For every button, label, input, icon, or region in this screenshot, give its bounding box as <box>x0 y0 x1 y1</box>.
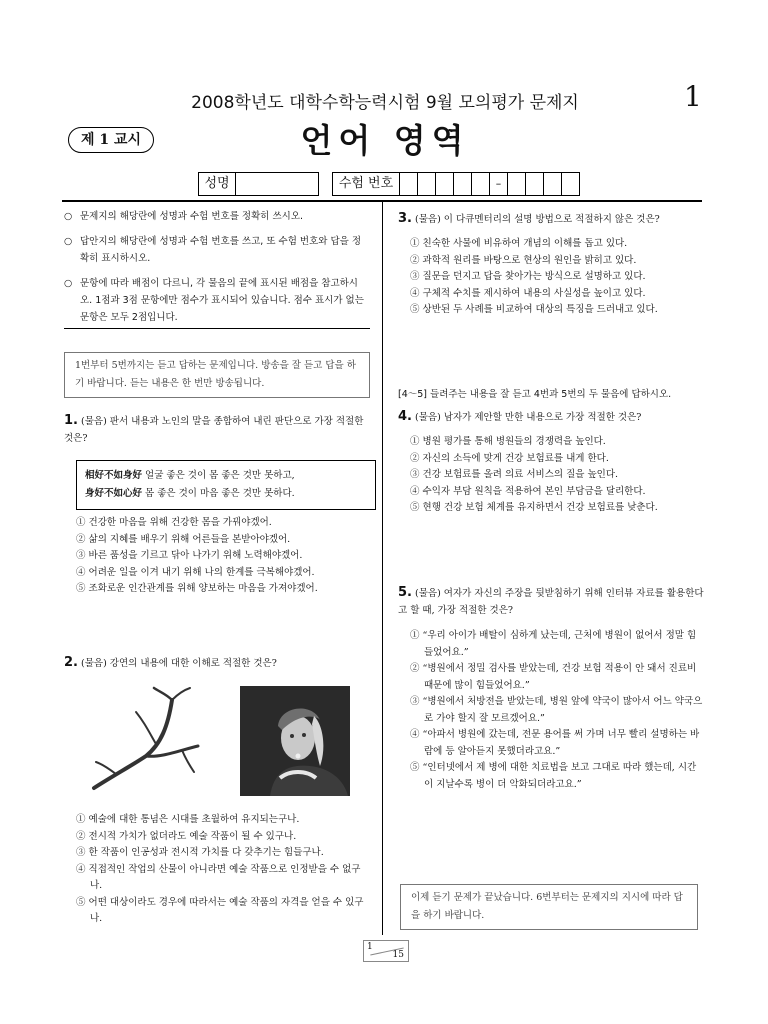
question-number: 3. <box>398 211 412 226</box>
portrait-image <box>240 686 350 796</box>
option-2[interactable]: ② 자신의 소득에 맞게 건강 보험료를 내게 한다. <box>410 452 609 464</box>
id-cell[interactable] <box>472 173 490 195</box>
id-field[interactable] <box>332 172 580 196</box>
option-4[interactable]: ④ 수익자 부담 원칙을 적용하여 본인 부담금을 달리한다. <box>410 485 646 497</box>
notice-list <box>64 208 370 334</box>
id-cell[interactable] <box>526 173 544 195</box>
notice-divider <box>64 328 370 329</box>
id-cell[interactable] <box>508 173 526 195</box>
question-number: 5. <box>398 585 412 600</box>
option-1[interactable]: ① 건강한 마음을 위해 건강한 몸을 가꿔야겠어. <box>76 517 272 528</box>
listening-intro-box: 1번부터 5번까지는 듣고 답하는 문제입니다. 방송을 잘 듣고 답을 하기 바랍니다. 듣는 내용은 한 번만 방송됩니다. <box>64 352 370 398</box>
question-text: (물음) 판서 내용과 노인의 말을 종합하여 내린 판단으로 가장 적절한 것은? <box>64 416 364 444</box>
option-3[interactable]: ③ 질문을 던지고 답을 찾아가는 방식으로 설명하고 있다. <box>410 271 646 282</box>
current-page: 1 <box>367 942 373 952</box>
question-text: (물음) 강연의 내용에 대한 이해로 적절한 것은? <box>81 658 277 669</box>
id-cell[interactable] <box>562 173 579 195</box>
option-1[interactable]: ① 병원 평가를 통해 병원들의 경쟁력을 높인다. <box>410 436 606 447</box>
session-label: 제 1 교시 <box>68 127 154 153</box>
page-number: 1 <box>684 80 702 113</box>
question-text: (물음) 이 다큐멘터리의 설명 방법으로 적절하지 않은 것은? <box>415 214 660 225</box>
option-2[interactable]: ② “병원에서 정밀 검사를 받았는데, 건강 보험 적용이 안 돼서 진료비 때문에 많이 힘들었어요.” <box>410 663 697 691</box>
question-number: 2. <box>64 655 78 670</box>
option-2[interactable]: ② 삶의 지혜를 배우기 위해 어른들을 본받아야겠어. <box>76 533 291 545</box>
q5-options <box>410 628 704 793</box>
question-text: (물음) 여자가 자신의 주장을 뒷받침하기 위해 인터뷰 자료를 활용한다고 할 때, 가장 적절한 것은? <box>398 588 704 616</box>
question-text: (물음) 남자가 제안할 만한 내용으로 가장 적절한 것은? <box>415 412 642 423</box>
name-field[interactable] <box>198 172 319 196</box>
question-number: 1. <box>64 413 78 428</box>
q45-intro: [4～5] 들려주는 내용을 잘 듣고 4번과 5번의 두 물음에 답하시오. <box>398 389 672 400</box>
option-5[interactable]: ⑤ 상반된 두 사례를 비교하여 대상의 특징을 드러내고 있다. <box>410 304 658 315</box>
option-5[interactable]: ⑤ 현행 건강 보험 체계를 유지하면서 건강 보험료를 낮춘다. <box>410 502 658 513</box>
option-2[interactable]: ② 전시적 가치가 없더라도 예술 작품이 될 수 있구나. <box>76 830 297 842</box>
option-1[interactable]: ① “우리 아이가 배탈이 심하게 났는데, 근처에 병원이 없어서 정말 힘들었어요.” <box>410 630 697 658</box>
column-divider <box>382 200 383 935</box>
question-5 <box>398 584 704 619</box>
name-label: 성명 <box>199 173 236 195</box>
question-2 <box>64 654 372 672</box>
id-cell[interactable] <box>544 173 562 195</box>
option-4[interactable]: ④ 구체적 수치를 제시하여 내용의 사실성을 높이고 있다. <box>410 287 646 299</box>
subject-title: 언어 영역 <box>300 121 470 160</box>
id-cell[interactable] <box>454 173 472 195</box>
question-number: 4. <box>398 409 412 424</box>
branch-image <box>86 686 206 796</box>
option-4[interactable]: ④ 어려운 일을 이겨 내기 위해 나의 한계를 극복해야겠어. <box>76 566 315 578</box>
id-cell[interactable] <box>400 173 418 195</box>
notice-item: ○ 문제지의 해당란에 성명과 수험 번호를 정확히 쓰시오. <box>64 211 304 222</box>
question-3 <box>398 210 704 228</box>
option-5[interactable]: ⑤ 조화로운 인간관계를 위해 양보하는 마음을 가져야겠어. <box>76 583 318 594</box>
id-cell[interactable] <box>418 173 436 195</box>
id-dash: – <box>490 173 508 195</box>
option-1[interactable]: ① 친숙한 사물에 비유하여 개념의 이해를 돕고 있다. <box>410 238 628 249</box>
total-pages: 15 <box>392 950 404 960</box>
option-2[interactable]: ② 과학적 원리를 바탕으로 현상의 원인을 밝히고 있다. <box>410 254 637 266</box>
option-3[interactable]: ③ “병원에서 처방전을 받았는데, 병원 앞에 약국이 많아서 어느 약국으로 가야 할지 잘 모르겠어요.” <box>410 696 703 724</box>
option-3[interactable]: ③ 건강 보험료를 올려 의료 서비스의 질을 높인다. <box>410 469 619 480</box>
page-counter <box>363 940 409 962</box>
q4-options <box>410 434 704 517</box>
option-4[interactable]: ④ 직접적인 작업의 산물이 아니라면 예술 작품으로 인정받을 수 없구나. <box>76 863 361 891</box>
id-cell[interactable] <box>436 173 454 195</box>
q3-options <box>410 236 704 319</box>
q1-board-box: 相好不如身好 얼굴 좋은 것이 몸 좋은 것만 못하고, 身好不如心好 몸 좋은 것이 마음 좋은 것만 못하다. <box>76 460 376 510</box>
option-1[interactable]: ① 예술에 대한 통념은 시대를 초월하여 유지되는구나. <box>76 814 300 825</box>
q1-options <box>76 515 372 598</box>
notice-item: ○ 답안지의 해당란에 성명과 수험 번호를 쓰고, 또 수험 번호와 답을 정확히 표시하시오. <box>64 236 361 264</box>
question-4 <box>398 408 704 426</box>
name-blank[interactable] <box>236 173 318 195</box>
question-1 <box>64 412 372 447</box>
option-4[interactable]: ④ “아파서 병원에 갔는데, 전문 용어를 써 가며 너무 빨리 설명하는 바람에 등 알아듣지 못했더라고요.” <box>410 729 700 757</box>
notice-item: ○ 문항에 따라 배점이 다르니, 각 물음의 끝에 표시된 배점을 참고하시오. 1점과 3점 문항에만 점수가 표시되어 있습니다. 점수 표시가 없는 문항은 모두 2점입니다. <box>64 278 364 323</box>
listening-end-box: 이제 듣기 문제가 끝났습니다. 6번부터는 문제지의 지시에 따라 답을 하기 바랍니다. <box>400 884 698 930</box>
option-5[interactable]: ⑤ “인터넷에서 제 병에 대한 치료법을 보고 그대로 따라 했는데, 시간이 지날수록 병이 더 악화되더라고요.” <box>410 762 697 790</box>
id-label: 수험 번호 <box>333 173 400 195</box>
exam-title: 2008학년도 대학수학능력시험 9월 모의평가 문제지 <box>191 93 579 113</box>
option-5[interactable]: ⑤ 어떤 대상이라도 경우에 따라서는 예술 작품의 자격을 얻을 수 있구나. <box>76 896 364 924</box>
q2-options <box>76 812 372 928</box>
option-3[interactable]: ③ 바른 품성을 기르고 닦아 나가기 위해 노력해야겠어. <box>76 550 303 561</box>
option-3[interactable]: ③ 한 작품이 인공성과 전시적 가치를 다 갖추기는 힘들구나. <box>76 847 324 858</box>
